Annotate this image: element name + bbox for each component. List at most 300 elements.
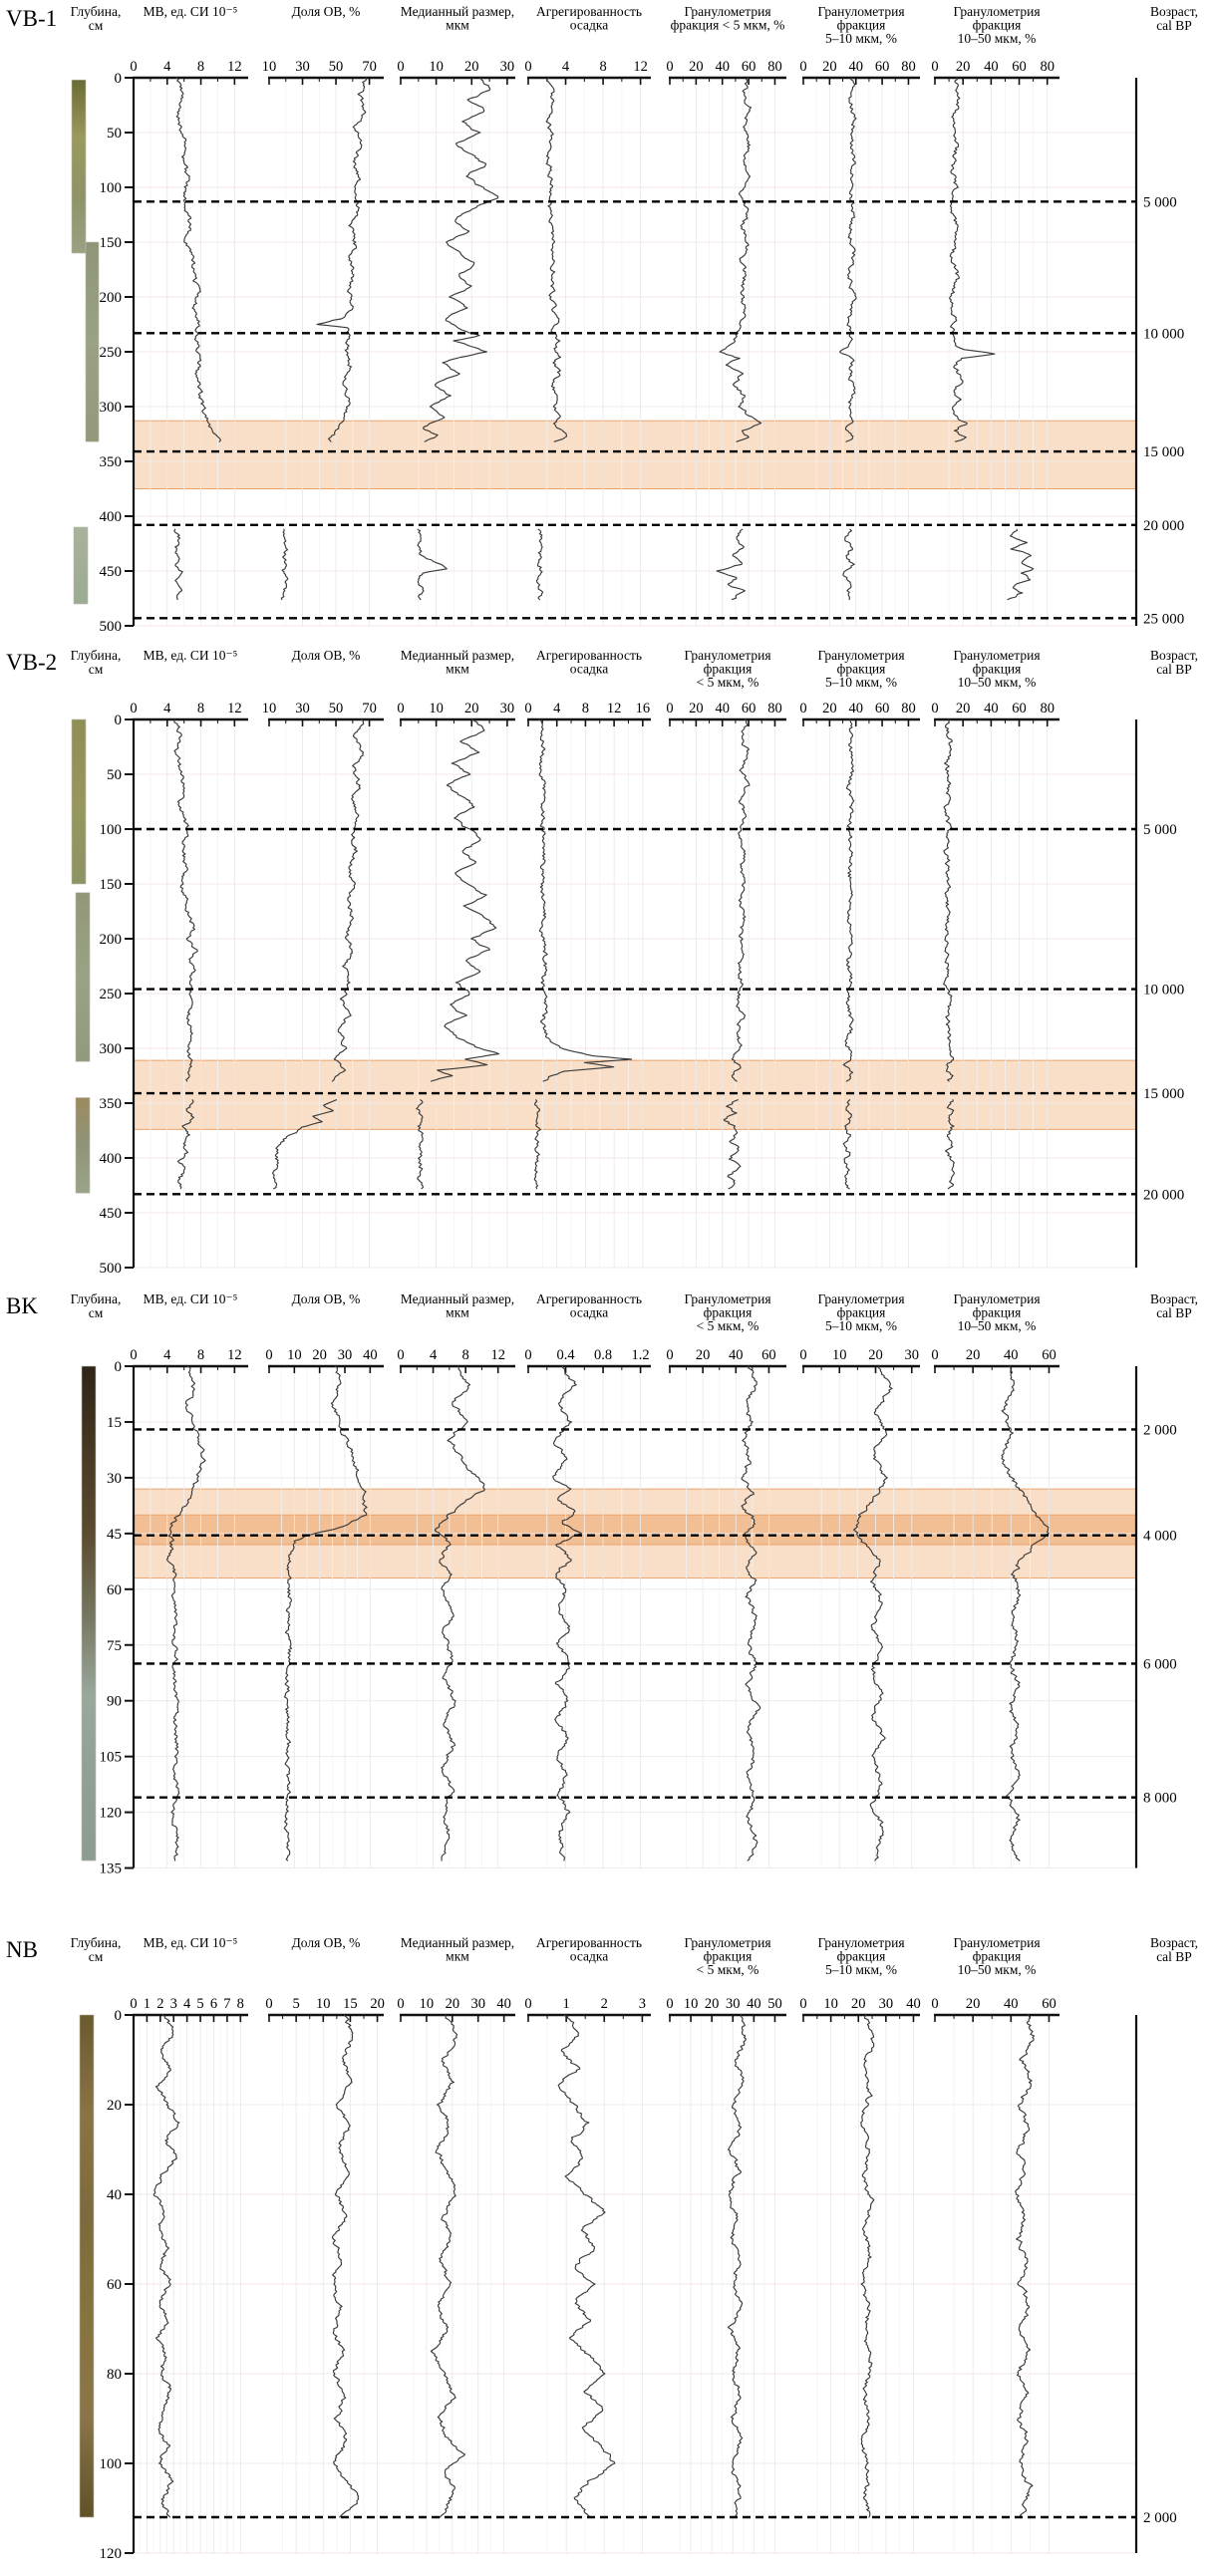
axis-tick-label: 0 [666, 701, 674, 716]
core-panel-bk [0, 1288, 1211, 1931]
axis-tick-label: 0 [524, 59, 532, 75]
axis-tick-label: 50 [328, 701, 344, 716]
data-curve [281, 529, 288, 599]
column-title: мкм [446, 661, 469, 677]
axis-tick-label: 60 [1012, 701, 1027, 716]
highlight-band [134, 1515, 1136, 1545]
column-title: фракция [836, 1304, 886, 1320]
depth-tick-label: 80 [107, 2367, 122, 2383]
axis-tick-label: 60 [741, 59, 757, 75]
axis-tick-label: 0 [666, 1996, 674, 2012]
column-title: МВ, ед. СИ 10⁻⁵ [143, 648, 238, 663]
axis-tick-label: 10 [429, 59, 444, 75]
data-curve [843, 529, 854, 599]
axis-tick-label: 30 [295, 701, 310, 716]
depth-tick-label: 350 [99, 1096, 122, 1112]
data-curve [435, 1366, 484, 1860]
core-label: BK [6, 1293, 38, 1318]
axis-tick-label: 0 [130, 1347, 138, 1363]
depth-axis-title: Глубина, [70, 1291, 122, 1306]
core-photo-strip [74, 527, 88, 604]
axis-tick-label: 1 [562, 1996, 570, 2012]
axis-tick-label: 4 [429, 1347, 438, 1363]
age-marker-label: 5 000 [1143, 194, 1177, 211]
axis-tick-label: 0 [130, 701, 138, 716]
axis-tick-label: 60 [1042, 1996, 1057, 2012]
column-title: Агрегированность [535, 1291, 643, 1306]
axis-tick-label: 0 [524, 1347, 532, 1363]
column-title: Гранулометрия [817, 4, 905, 19]
axis-tick-label: 0 [524, 701, 532, 716]
depth-axis-title: см [88, 1949, 104, 1964]
depth-tick-label: 100 [99, 822, 122, 838]
depth-tick-label: 40 [107, 2187, 122, 2203]
depth-tick-label: 0 [114, 713, 122, 728]
axis-tick-label: 40 [984, 701, 999, 716]
axis-tick-label: 8 [599, 59, 607, 75]
axis-tick-label: 3 [638, 1996, 646, 2012]
axis-tick-label: 2 [156, 1996, 164, 2012]
age-marker-label: 10 000 [1143, 982, 1185, 999]
core-photo-strip [80, 2015, 94, 2517]
axis-tick-label: 0.4 [556, 1347, 575, 1363]
axis-tick-label: 20 [965, 1347, 981, 1363]
column-title: Доля ОВ, % [291, 4, 361, 19]
axis-tick-label: 20 [822, 59, 837, 75]
axis-tick-label: 0 [397, 1347, 405, 1363]
axis-tick-label: 60 [1042, 1347, 1057, 1363]
depth-tick-label: 105 [99, 1749, 122, 1766]
axis-tick-label: 20 [464, 59, 479, 75]
depth-tick-label: 250 [99, 345, 122, 361]
column-title: осадка [569, 1304, 609, 1320]
column-title: Доля ОВ, % [291, 1291, 361, 1306]
column-title: фракция [836, 661, 886, 677]
axis-tick-label: 12 [633, 59, 648, 75]
axis-tick-label: 5 [196, 1996, 204, 2012]
axis-tick-label: 12 [227, 701, 242, 716]
core-photo-strip [76, 893, 90, 1061]
axis-tick-label: 0 [397, 59, 405, 75]
column-title: Гранулометрия [953, 648, 1041, 663]
axis-tick-label: 10 [261, 59, 277, 75]
depth-tick-label: 30 [107, 1470, 122, 1487]
depth-tick-label: 90 [107, 1693, 122, 1710]
axis-tick-label: 20 [312, 1347, 327, 1363]
axis-tick-label: 60 [874, 59, 890, 75]
axis-tick-label: 10 [429, 701, 444, 716]
axis-tick-label: 12 [606, 701, 622, 716]
axis-tick-label: 20 [965, 1996, 981, 2012]
axis-tick-label: 0 [799, 1347, 807, 1363]
axis-tick-label: 0 [397, 1996, 405, 2012]
column-title: < 5 мкм, % [696, 1318, 759, 1333]
axis-tick-label: 4 [183, 1996, 191, 2012]
axis-tick-label: 0 [130, 59, 138, 75]
axis-tick-label: 8 [196, 701, 205, 716]
axis-tick-label: 40 [1004, 1996, 1019, 2012]
axis-tick-label: 10 [316, 1996, 331, 2012]
axis-tick-label: 30 [904, 1347, 919, 1363]
data-curve [1008, 529, 1034, 599]
axis-tick-label: 0 [931, 701, 939, 716]
axis-tick-label: 10 [287, 1347, 302, 1363]
axis-tick-label: 50 [328, 59, 344, 75]
axis-tick-label: 40 [984, 59, 999, 75]
core-panel-vb2 [0, 644, 1211, 1288]
core-photo-strip [86, 242, 99, 441]
axis-tick-label: 20 [689, 701, 704, 716]
column-title: Гранулометрия [817, 1935, 905, 1950]
data-curve [432, 719, 499, 1081]
column-title: 10–50 мкм, % [957, 1962, 1037, 1977]
age-axis-title: Возраст, [1149, 4, 1199, 19]
depth-tick-label: 300 [99, 1041, 122, 1057]
axis-tick-label: 20 [445, 1996, 460, 2012]
axis-tick-label: 10 [823, 1996, 838, 2012]
depth-axis-title: Глубина, [70, 648, 122, 663]
column-title: МВ, ед. СИ 10⁻⁵ [143, 4, 238, 19]
axis-tick-label: 10 [261, 701, 277, 716]
axis-tick-label: 30 [470, 1996, 485, 2012]
depth-tick-label: 500 [99, 619, 122, 635]
axis-tick-label: 20 [822, 701, 837, 716]
depth-tick-label: 75 [107, 1637, 122, 1654]
core-panel-nb [0, 1931, 1211, 2576]
axis-tick-label: 0 [931, 1996, 939, 2012]
highlight-band [134, 1060, 1136, 1129]
axis-tick-label: 80 [767, 701, 782, 716]
axis-tick-label: 8 [196, 59, 205, 75]
axis-tick-label: 1.2 [631, 1347, 650, 1363]
axis-tick-label: 80 [1040, 701, 1055, 716]
depth-tick-label: 50 [107, 126, 122, 142]
axis-tick-label: 15 [343, 1996, 358, 2012]
axis-tick-label: 8 [196, 1347, 205, 1363]
column-title: Гранулометрия [953, 1291, 1041, 1306]
age-marker-label: 15 000 [1143, 1086, 1185, 1103]
column-title: Гранулометрия [953, 4, 1041, 19]
data-curve [717, 529, 745, 599]
axis-tick-label: 0 [931, 1347, 939, 1363]
column-title: 10–50 мкм, % [957, 675, 1037, 690]
axis-tick-label: 8 [581, 701, 590, 716]
depth-tick-label: 200 [99, 290, 122, 306]
depth-tick-label: 0 [114, 71, 122, 87]
age-axis-title: Возраст, [1149, 1291, 1199, 1306]
age-marker-label: 20 000 [1143, 517, 1185, 534]
axis-tick-label: 0 [524, 1996, 532, 2012]
axis-tick-label: 0 [130, 1996, 138, 2012]
age-axis-title: cal BP [1156, 1949, 1192, 1964]
data-curve [431, 2015, 464, 2517]
column-title: 10–50 мкм, % [957, 1318, 1037, 1333]
column-title: мкм [446, 1304, 469, 1320]
depth-tick-label: 60 [107, 1581, 122, 1598]
axis-tick-label: 80 [901, 701, 916, 716]
depth-tick-label: 100 [99, 2456, 122, 2472]
axis-tick-label: 50 [767, 1996, 782, 2012]
axis-tick-label: 30 [499, 59, 515, 75]
core-label: VB-2 [6, 650, 58, 675]
depth-tick-label: 150 [99, 235, 122, 251]
data-curve [944, 719, 954, 1081]
age-marker-label: 8 000 [1143, 1790, 1177, 1807]
depth-tick-label: 150 [99, 877, 122, 893]
column-title: мкм [446, 1948, 469, 1964]
age-marker-label: 20 000 [1143, 1187, 1185, 1204]
depth-tick-label: 100 [99, 180, 122, 196]
depth-axis-title: Глубина, [70, 1935, 122, 1950]
column-title: Медианный размер, [400, 1935, 515, 1950]
column-title: фракция [703, 1304, 753, 1320]
age-marker-label: 6 000 [1143, 1656, 1177, 1673]
data-curve [167, 1366, 206, 1860]
depth-axis-title: см [88, 1305, 104, 1320]
axis-tick-label: 12 [227, 59, 242, 75]
axis-tick-label: 0 [799, 1996, 807, 2012]
axis-tick-label: 7 [223, 1996, 231, 2012]
column-title: фракция [836, 17, 886, 33]
axis-tick-label: 0 [397, 701, 405, 716]
data-curve [332, 719, 363, 1081]
axis-tick-label: 3 [169, 1996, 177, 2012]
axis-tick-label: 0 [799, 701, 807, 716]
panel-chart-vb2 [0, 644, 1211, 1288]
axis-tick-label: 20 [695, 1347, 711, 1363]
column-title: 10–50 мкм, % [957, 31, 1037, 46]
depth-axis-title: см [88, 18, 104, 33]
panel-chart-vb1 [0, 0, 1211, 644]
depth-tick-label: 500 [99, 1261, 122, 1277]
column-title: Гранулометрия [817, 648, 905, 663]
axis-tick-label: 12 [227, 1347, 242, 1363]
depth-tick-label: 60 [107, 2277, 122, 2293]
depth-tick-label: 135 [99, 1860, 122, 1877]
axis-tick-label: 30 [726, 1996, 741, 2012]
axis-tick-label: 20 [868, 1347, 883, 1363]
axis-tick-label: 40 [715, 701, 730, 716]
column-title: фракция < 5 мкм, % [670, 17, 785, 33]
axis-tick-label: 40 [747, 1996, 761, 2012]
axis-tick-label: 1 [143, 1996, 151, 2012]
data-curve [174, 719, 197, 1081]
column-title: фракция [972, 661, 1022, 677]
column-title: Гранулометрия [684, 1935, 771, 1950]
age-marker-label: 2 000 [1143, 2510, 1177, 2526]
data-curve [1016, 2015, 1035, 2517]
column-title: фракция [836, 1948, 886, 1964]
axis-tick-label: 40 [1004, 1347, 1019, 1363]
axis-tick-label: 40 [363, 1347, 378, 1363]
core-panel-vb1 [0, 0, 1211, 644]
column-title: Медианный размер, [400, 4, 515, 19]
axis-tick-label: 4 [553, 701, 561, 716]
core-photo-strip [72, 80, 86, 253]
axis-tick-label: 40 [848, 59, 863, 75]
axis-tick-label: 30 [499, 701, 515, 716]
axis-tick-label: 40 [496, 1996, 511, 2012]
column-title: Доля ОВ, % [291, 648, 361, 663]
axis-tick-label: 80 [767, 59, 782, 75]
column-title: < 5 мкм, % [696, 675, 759, 690]
axis-tick-label: 20 [370, 1996, 385, 2012]
age-axis-title: Возраст, [1149, 1935, 1199, 1950]
axis-tick-label: 30 [295, 59, 310, 75]
column-title: Гранулометрия [953, 1935, 1041, 1950]
axis-tick-label: 80 [901, 59, 916, 75]
depth-tick-label: 0 [114, 1359, 122, 1375]
axis-tick-label: 20 [464, 701, 479, 716]
axis-tick-label: 0 [799, 59, 807, 75]
column-title: Медианный размер, [400, 1291, 515, 1306]
depth-tick-label: 15 [107, 1414, 122, 1431]
data-curve [843, 719, 854, 1081]
data-curve [854, 1366, 892, 1860]
age-marker-label: 10 000 [1143, 326, 1185, 343]
axis-tick-label: 20 [689, 59, 704, 75]
axis-tick-label: 0 [931, 59, 939, 75]
axis-tick-label: 40 [729, 1347, 744, 1363]
axis-tick-label: 4 [163, 701, 171, 716]
depth-tick-label: 120 [99, 1805, 122, 1822]
depth-tick-label: 50 [107, 767, 122, 783]
axis-tick-label: 0 [666, 59, 674, 75]
depth-tick-label: 400 [99, 509, 122, 525]
depth-tick-label: 450 [99, 1206, 122, 1222]
data-curve [742, 1366, 760, 1860]
axis-tick-label: 12 [490, 1347, 505, 1363]
axis-tick-label: 70 [362, 701, 377, 716]
column-title: < 5 мкм, % [696, 1962, 759, 1977]
age-marker-label: 4 000 [1143, 1528, 1177, 1545]
age-marker-label: 5 000 [1143, 822, 1177, 838]
column-title: Гранулометрия [684, 1291, 771, 1306]
data-curve [284, 1366, 367, 1860]
core-photo-strip [76, 1098, 90, 1194]
data-curve [418, 529, 447, 599]
depth-tick-label: 120 [99, 2546, 122, 2562]
column-title: фракция [972, 17, 1022, 33]
axis-tick-label: 20 [704, 1996, 720, 2012]
depth-tick-label: 20 [107, 2098, 122, 2114]
column-title: осадка [569, 1948, 609, 1964]
axis-tick-label: 16 [635, 701, 651, 716]
column-title: фракция [972, 1948, 1022, 1964]
data-curve [332, 2015, 358, 2517]
data-curve [174, 529, 182, 599]
column-title: фракция [703, 1948, 753, 1964]
column-title: 5–10 мкм, % [824, 1962, 898, 1977]
column-title: фракция [972, 1304, 1022, 1320]
axis-tick-label: 60 [1012, 59, 1027, 75]
axis-tick-label: 8 [461, 1347, 469, 1363]
column-title: Медианный размер, [400, 648, 515, 663]
column-title: Агрегированность [535, 1935, 643, 1950]
column-title: МВ, ед. СИ 10⁻⁵ [143, 1291, 238, 1306]
core-label: VB-1 [6, 6, 58, 31]
column-title: 5–10 мкм, % [824, 1318, 898, 1333]
axis-tick-label: 60 [874, 701, 890, 716]
axis-tick-label: 0 [265, 1996, 273, 2012]
data-curve [1002, 1366, 1049, 1860]
axis-tick-label: 6 [209, 1996, 218, 2012]
depth-tick-label: 250 [99, 987, 122, 1002]
age-marker-label: 25 000 [1143, 611, 1185, 628]
axis-tick-label: 2 [600, 1996, 608, 2012]
column-title: 5–10 мкм, % [824, 31, 898, 46]
data-curve [553, 1366, 581, 1860]
column-title: Агрегированность [535, 4, 643, 19]
age-axis-title: cal BP [1156, 1305, 1192, 1320]
age-axis-title: cal BP [1156, 662, 1192, 677]
depth-tick-label: 350 [99, 454, 122, 470]
depth-tick-label: 400 [99, 1151, 122, 1167]
axis-tick-label: 5 [292, 1996, 300, 2012]
axis-tick-label: 40 [848, 701, 863, 716]
age-marker-label: 15 000 [1143, 444, 1185, 461]
column-title: Гранулометрия [684, 4, 771, 19]
core-photo-strip [82, 1366, 96, 1860]
core-label: NB [6, 1937, 38, 1962]
column-title: 5–10 мкм, % [824, 675, 898, 690]
axis-tick-label: 40 [715, 59, 730, 75]
panel-chart-bk [0, 1288, 1211, 1931]
column-title: фракция [703, 661, 753, 677]
axis-tick-label: 10 [419, 1996, 435, 2012]
age-axis-title: cal BP [1156, 18, 1192, 33]
axis-tick-label: 40 [906, 1996, 921, 2012]
column-title: МВ, ед. СИ 10⁻⁵ [143, 1935, 238, 1950]
column-title: осадка [569, 661, 609, 677]
age-marker-label: 2 000 [1143, 1422, 1177, 1439]
axis-tick-label: 10 [832, 1347, 847, 1363]
depth-axis-title: Глубина, [70, 4, 122, 19]
column-title: Гранулометрия [817, 1291, 905, 1306]
axis-tick-label: 8 [236, 1996, 244, 2012]
axis-tick-label: 70 [362, 59, 377, 75]
axis-tick-label: 80 [1040, 59, 1055, 75]
core-photo-strip [72, 719, 86, 884]
axis-tick-label: 4 [163, 59, 171, 75]
depth-tick-label: 300 [99, 400, 122, 416]
axis-tick-label: 0 [265, 1347, 273, 1363]
axis-tick-label: 4 [561, 59, 570, 75]
highlight-band [134, 421, 1136, 488]
depth-tick-label: 45 [107, 1526, 122, 1543]
column-title: осадка [569, 17, 609, 33]
column-title: мкм [446, 17, 469, 33]
depth-axis-title: см [88, 662, 104, 677]
panel-chart-nb [0, 1931, 1211, 2576]
axis-tick-label: 0 [666, 1347, 674, 1363]
depth-tick-label: 200 [99, 932, 122, 948]
axis-tick-label: 60 [741, 701, 757, 716]
axis-tick-label: 20 [955, 701, 971, 716]
column-title: Гранулометрия [684, 648, 771, 663]
column-title: Агрегированность [535, 648, 643, 663]
axis-tick-label: 4 [163, 1347, 171, 1363]
axis-tick-label: 60 [761, 1347, 776, 1363]
axis-tick-label: 20 [850, 1996, 866, 2012]
age-axis-title: Возраст, [1149, 648, 1199, 663]
data-curve [732, 719, 750, 1081]
axis-tick-label: 10 [683, 1996, 699, 2012]
data-curve [536, 529, 542, 599]
data-curve [558, 2015, 615, 2517]
axis-tick-label: 30 [878, 1996, 894, 2012]
data-curve [153, 2015, 179, 2517]
